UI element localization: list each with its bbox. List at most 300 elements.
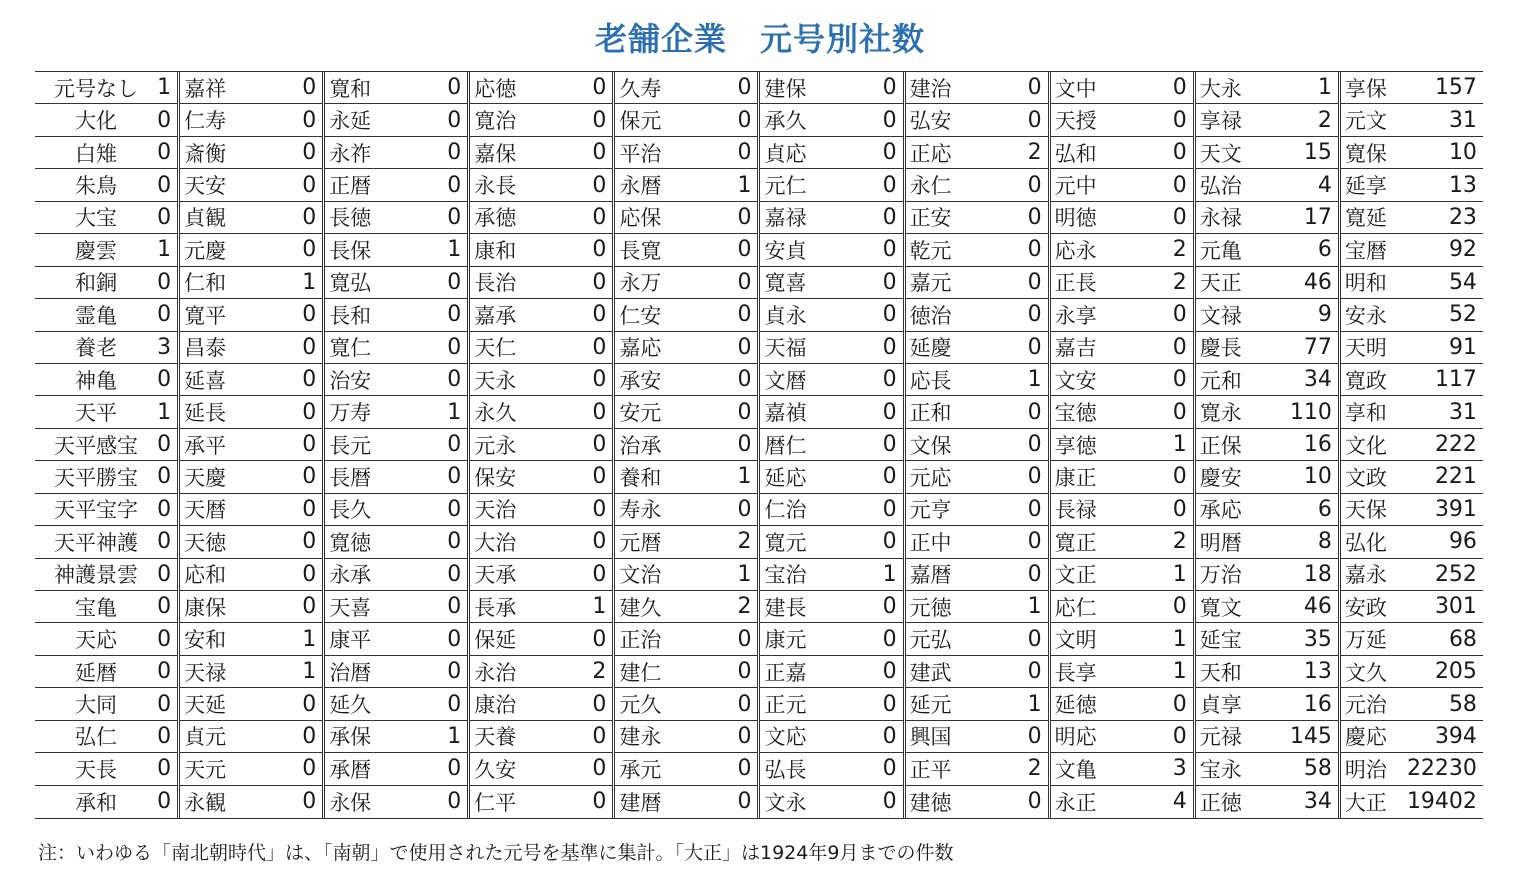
era-name: 文化 (1344, 433, 1387, 458)
era-name: 保延 (474, 628, 517, 653)
company-count: 0 (882, 789, 897, 815)
table-row (180, 72, 322, 104)
company-count: 0 (737, 204, 752, 230)
company-count: 0 (302, 756, 317, 782)
era-name: 嘉吉 (1054, 336, 1097, 361)
company-count: 0 (737, 496, 752, 522)
company-count: 0 (882, 723, 897, 749)
era-name: 長承 (474, 595, 517, 620)
company-count: 0 (1027, 269, 1042, 295)
era-name: 寛保 (1344, 141, 1387, 166)
table-row (760, 72, 902, 104)
era-name: 平治 (619, 141, 662, 166)
company-count: 0 (1172, 140, 1187, 166)
company-count: 0 (1172, 723, 1187, 749)
company-count: 3 (1172, 756, 1187, 782)
era-name: 長治 (474, 271, 517, 296)
era-name: 正和 (909, 401, 952, 426)
table-row (760, 591, 902, 623)
company-count: 252 (1434, 561, 1477, 587)
table-row (615, 267, 757, 299)
company-count: 0 (157, 204, 172, 230)
company-count: 0 (157, 626, 172, 652)
era-name: 元慶 (184, 238, 227, 263)
company-count: 0 (1172, 691, 1187, 717)
era-name: 享徳 (1054, 433, 1097, 458)
company-count: 0 (447, 594, 462, 620)
era-name: 弘化 (1344, 530, 1387, 555)
company-count: 0 (1172, 367, 1187, 393)
company-count: 91 (1448, 334, 1477, 360)
era-name: 正暦 (329, 174, 372, 199)
era-name: 延徳 (1054, 693, 1097, 718)
company-count: 0 (882, 237, 897, 263)
table-row (615, 202, 757, 234)
era-name: 天永 (474, 368, 517, 393)
table-row (906, 559, 1048, 591)
era-name: 天喜 (329, 595, 372, 620)
era-name: 元号なし (54, 76, 139, 101)
era-name: 文禄 (1199, 303, 1242, 328)
era-name: 文中 (1054, 76, 1097, 101)
era-name: 天長 (75, 757, 118, 782)
company-count: 0 (447, 432, 462, 458)
company-count: 0 (882, 496, 897, 522)
table-row (470, 169, 612, 201)
era-name: 万寿 (329, 401, 372, 426)
era-name: 保元 (619, 109, 662, 134)
table-row (1051, 202, 1193, 234)
table-row (325, 623, 467, 655)
company-count: 0 (447, 302, 462, 328)
era-name: 安和 (184, 628, 227, 653)
company-count: 1 (1172, 659, 1187, 685)
table-row (1051, 753, 1193, 785)
company-count: 0 (592, 789, 607, 815)
company-count: 46 (1303, 594, 1332, 620)
era-name: 元文 (1344, 109, 1387, 134)
table-row (1341, 461, 1483, 493)
era-name: 延長 (184, 401, 227, 426)
era-name: 養和 (619, 465, 662, 490)
table-row (35, 299, 177, 331)
company-count: 0 (737, 269, 752, 295)
table-column (760, 72, 905, 818)
era-name: 治安 (329, 368, 372, 393)
era-name: 応徳 (474, 76, 517, 101)
table-row (760, 721, 902, 753)
era-name: 徳治 (909, 303, 952, 328)
table-row (180, 299, 322, 331)
era-name: 天授 (1054, 109, 1097, 134)
company-count: 0 (1172, 464, 1187, 490)
company-count: 0 (592, 172, 607, 198)
company-count: 0 (302, 561, 317, 587)
table-row (180, 396, 322, 428)
table-row (1051, 461, 1193, 493)
era-name: 斎衡 (184, 141, 227, 166)
table-row (325, 364, 467, 396)
company-count: 0 (592, 269, 607, 295)
table-row (1341, 688, 1483, 720)
table-row (1196, 623, 1338, 655)
company-count: 0 (882, 140, 897, 166)
company-count: 16 (1303, 691, 1332, 717)
era-name: 嘉暦 (909, 563, 952, 588)
company-count: 0 (1027, 529, 1042, 555)
table-row (615, 721, 757, 753)
table-row (180, 656, 322, 688)
table-row (35, 267, 177, 299)
table-row (906, 494, 1048, 526)
company-count: 0 (447, 789, 462, 815)
table-row (615, 494, 757, 526)
table-row (615, 364, 757, 396)
era-name: 文正 (1054, 563, 1097, 588)
era-name: 元弘 (909, 628, 952, 653)
era-name: 承元 (619, 757, 662, 782)
table-row (906, 137, 1048, 169)
company-count: 0 (737, 302, 752, 328)
table-row (35, 721, 177, 753)
table-row (35, 494, 177, 526)
company-count: 92 (1448, 237, 1477, 263)
table-row (1341, 753, 1483, 785)
company-count: 1 (302, 659, 317, 685)
table-row (1341, 721, 1483, 753)
table-row (1341, 169, 1483, 201)
era-name: 寛治 (474, 109, 517, 134)
company-count: 15 (1303, 140, 1332, 166)
era-name: 康和 (474, 238, 517, 263)
table-row (1051, 267, 1193, 299)
table-row (325, 461, 467, 493)
company-count: 0 (1027, 107, 1042, 133)
era-name: 元久 (619, 693, 662, 718)
era-name: 元亀 (1199, 238, 1242, 263)
company-count: 0 (737, 140, 752, 166)
company-count: 0 (447, 367, 462, 393)
era-name: 宝暦 (1344, 238, 1387, 263)
company-count: 1 (302, 626, 317, 652)
table-row (760, 753, 902, 785)
company-count: 2 (1172, 529, 1187, 555)
era-name: 永仁 (909, 174, 952, 199)
table-row (1341, 656, 1483, 688)
company-count: 0 (737, 107, 752, 133)
table-row (1341, 591, 1483, 623)
company-count: 0 (592, 723, 607, 749)
company-count: 10 (1303, 464, 1332, 490)
table-row (325, 202, 467, 234)
table-row (1341, 429, 1483, 461)
table-row (760, 526, 902, 558)
company-count: 1 (157, 399, 172, 425)
table-row (1051, 137, 1193, 169)
company-count: 0 (592, 529, 607, 555)
table-row (615, 332, 757, 364)
company-count: 0 (157, 432, 172, 458)
footnote: 注：いわゆる「南北朝時代」は、「南朝」で使用された元号を基準に集計。「大正」は1924年9月までの件数 (38, 842, 954, 864)
table-column (1341, 72, 1483, 818)
company-count: 0 (592, 626, 607, 652)
era-name: 正応 (909, 141, 952, 166)
table-row (906, 364, 1048, 396)
company-count: 22230 (1406, 756, 1477, 782)
company-count: 0 (302, 432, 317, 458)
table-row (180, 429, 322, 461)
company-count: 2 (592, 659, 607, 685)
era-name: 天正 (1199, 271, 1242, 296)
table-row (1051, 396, 1193, 428)
table-row (1196, 526, 1338, 558)
table-row (615, 526, 757, 558)
table-row (760, 786, 902, 818)
table-row (180, 364, 322, 396)
table-row (1341, 364, 1483, 396)
era-name: 延元 (909, 693, 952, 718)
company-count: 0 (592, 107, 607, 133)
table-column (1051, 72, 1196, 818)
era-name: 延暦 (75, 660, 118, 685)
era-name: 大宝 (75, 206, 118, 231)
company-count: 0 (592, 496, 607, 522)
table-row (1196, 234, 1338, 266)
era-name: 天延 (184, 693, 227, 718)
table-row (615, 461, 757, 493)
era-name: 保安 (474, 465, 517, 490)
table-column (615, 72, 760, 818)
table-row (1341, 267, 1483, 299)
company-count: 19402 (1406, 789, 1477, 815)
era-name: 元禄 (1199, 725, 1242, 750)
era-name: 正治 (619, 628, 662, 653)
company-count: 0 (882, 659, 897, 685)
table-row (760, 364, 902, 396)
era-name: 長享 (1054, 660, 1097, 685)
table-row (760, 494, 902, 526)
table-row (1196, 202, 1338, 234)
era-name: 貞元 (184, 725, 227, 750)
company-count: 0 (1027, 626, 1042, 652)
era-name: 慶雲 (75, 238, 118, 263)
era-name: 天平 (75, 401, 118, 426)
table-row (906, 332, 1048, 364)
company-count: 0 (1172, 334, 1187, 360)
era-name: 康治 (474, 693, 517, 718)
era-name: 寛和 (329, 76, 372, 101)
era-name: 応永 (1054, 238, 1097, 263)
table-row (470, 137, 612, 169)
table-row (1196, 72, 1338, 104)
table-row (760, 299, 902, 331)
era-name: 永享 (1054, 303, 1097, 328)
era-name: 永長 (474, 174, 517, 199)
era-name: 建久 (619, 595, 662, 620)
era-name: 文保 (909, 433, 952, 458)
table-row (1196, 559, 1338, 591)
era-name: 寛正 (1054, 530, 1097, 555)
company-count: 117 (1434, 367, 1477, 393)
era-name: 延慶 (909, 336, 952, 361)
table-row (1196, 267, 1338, 299)
company-count: 2 (1027, 756, 1042, 782)
era-name: 建暦 (619, 790, 662, 815)
table-row (1051, 721, 1193, 753)
company-count: 0 (592, 367, 607, 393)
table-row (35, 137, 177, 169)
era-name: 享和 (1344, 401, 1387, 426)
era-name: 寛延 (1344, 206, 1387, 231)
company-count: 0 (447, 172, 462, 198)
era-name: 元徳 (909, 595, 952, 620)
company-count: 0 (1172, 75, 1187, 101)
table-row (906, 688, 1048, 720)
table-row (325, 299, 467, 331)
table-row (470, 526, 612, 558)
table-row (180, 104, 322, 136)
era-name: 安貞 (764, 238, 807, 263)
era-name: 嘉元 (909, 271, 952, 296)
company-count: 23 (1448, 204, 1477, 230)
table-row (325, 396, 467, 428)
company-count: 0 (302, 302, 317, 328)
company-count: 0 (1172, 172, 1187, 198)
company-count: 205 (1434, 659, 1477, 685)
table-row (180, 786, 322, 818)
company-count: 0 (737, 334, 752, 360)
table-row (1341, 786, 1483, 818)
table-row (615, 559, 757, 591)
era-name: 建長 (764, 595, 807, 620)
era-name: 文亀 (1054, 757, 1097, 782)
company-count: 0 (302, 789, 317, 815)
company-count: 58 (1448, 691, 1477, 717)
era-name: 長元 (329, 433, 372, 458)
company-count: 0 (302, 594, 317, 620)
company-count: 1 (447, 237, 462, 263)
era-name: 仁寿 (184, 109, 227, 134)
company-count: 0 (447, 626, 462, 652)
table-row (1341, 396, 1483, 428)
company-count: 0 (302, 204, 317, 230)
table-row (325, 591, 467, 623)
company-count: 0 (592, 399, 607, 425)
company-count: 77 (1303, 334, 1332, 360)
era-name: 長寛 (619, 238, 662, 263)
table-row (470, 688, 612, 720)
company-count: 0 (1027, 399, 1042, 425)
table-row (615, 688, 757, 720)
era-count-table (35, 71, 1483, 819)
company-count: 0 (882, 107, 897, 133)
company-count: 394 (1434, 723, 1477, 749)
era-name: 元中 (1054, 174, 1097, 199)
company-count: 391 (1434, 496, 1477, 522)
company-count: 0 (1027, 75, 1042, 101)
table-row (325, 169, 467, 201)
table-row (615, 169, 757, 201)
page-title: 老舗企業 元号別社数 (594, 20, 925, 58)
era-name: 長暦 (329, 465, 372, 490)
company-count: 3 (157, 334, 172, 360)
era-name: 天平感宝 (54, 433, 139, 458)
company-count: 0 (1027, 464, 1042, 490)
era-name: 正安 (909, 206, 952, 231)
table-row (35, 429, 177, 461)
era-name: 宝永 (1199, 757, 1242, 782)
table-row (906, 169, 1048, 201)
table-row (1196, 299, 1338, 331)
table-row (1196, 364, 1338, 396)
era-name: 建治 (909, 76, 952, 101)
table-row (1341, 526, 1483, 558)
table-row (1341, 559, 1483, 591)
company-count: 0 (592, 334, 607, 360)
table-row (470, 429, 612, 461)
table-row (1051, 786, 1193, 818)
era-name: 文治 (619, 563, 662, 588)
company-count: 1 (1172, 432, 1187, 458)
era-name: 宝治 (764, 563, 807, 588)
table-row (615, 234, 757, 266)
table-row (1341, 104, 1483, 136)
company-count: 1 (157, 237, 172, 263)
company-count: 6 (1317, 496, 1332, 522)
era-name: 天禄 (184, 660, 227, 685)
table-row (180, 591, 322, 623)
table-row (615, 623, 757, 655)
table-row (1341, 137, 1483, 169)
company-count: 1 (737, 464, 752, 490)
era-name: 宝亀 (75, 595, 118, 620)
era-name: 建保 (764, 76, 807, 101)
table-row (1196, 137, 1338, 169)
company-count: 31 (1448, 399, 1477, 425)
table-row (470, 559, 612, 591)
era-name: 大永 (1199, 76, 1242, 101)
era-name: 応和 (184, 563, 227, 588)
company-count: 0 (737, 691, 752, 717)
table-row (180, 526, 322, 558)
era-name: 寛弘 (329, 271, 372, 296)
table-row (180, 332, 322, 364)
era-name: 宝徳 (1054, 401, 1097, 426)
era-name: 興国 (909, 725, 952, 750)
company-count: 0 (302, 237, 317, 263)
table-row (615, 753, 757, 785)
era-name: 寛徳 (329, 530, 372, 555)
company-count: 0 (737, 659, 752, 685)
era-name: 寛永 (1199, 401, 1242, 426)
era-name: 慶安 (1199, 465, 1242, 490)
table-row (760, 332, 902, 364)
company-count: 0 (157, 464, 172, 490)
table-row (35, 169, 177, 201)
company-count: 1 (737, 172, 752, 198)
company-count: 1 (1317, 75, 1332, 101)
table-row (1051, 688, 1193, 720)
company-count: 0 (882, 594, 897, 620)
company-count: 1 (592, 594, 607, 620)
company-count: 0 (302, 334, 317, 360)
company-count: 0 (157, 659, 172, 685)
company-count: 0 (882, 399, 897, 425)
table-row (760, 559, 902, 591)
era-name: 正長 (1054, 271, 1097, 296)
era-name: 正嘉 (764, 660, 807, 685)
company-count: 0 (1027, 561, 1042, 587)
